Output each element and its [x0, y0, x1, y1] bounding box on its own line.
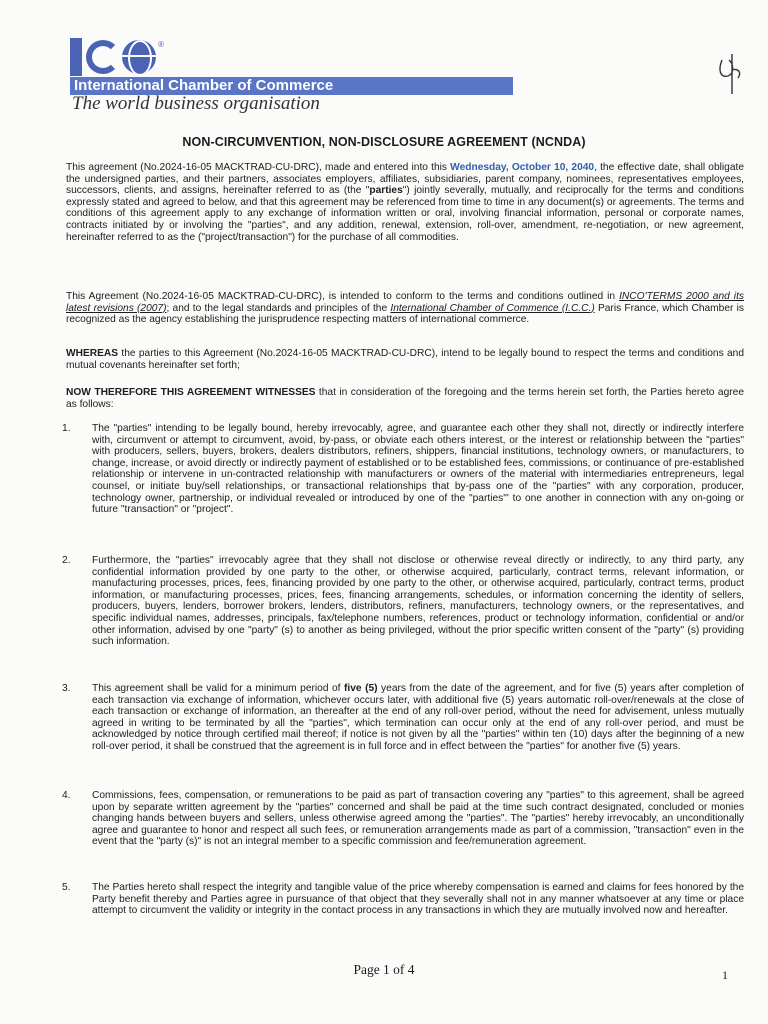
globe-icon — [122, 40, 156, 74]
parties-term: parties — [369, 185, 403, 197]
logo-letter-c-icon — [86, 40, 120, 74]
clause-5 — [62, 882, 744, 917]
clause-number: 1. — [62, 423, 71, 434]
chamber-name-banner: International Chamber of Commerce — [70, 77, 513, 95]
intro-paragraph — [66, 162, 744, 243]
page-title: NON-CIRCUMVENTION, NON-DISCLOSURE AGREEMENT (NCNDA) — [182, 135, 586, 149]
clause-text — [92, 683, 744, 753]
clause-text: The "parties" intending to be legally bound, hereby irrevocably, agree, and guarantee each other they shall not, directly or indirectly interfere with, circumvent or attempt to circumvent, avoid, by-pass, or obviate each others interest, or the interest or relationship between the "parties" with producers, sellers, buyers, brokers, dealers distributors, refiners, shippers, financial institutions, technology owners, or manufacturers, to change, increase, or avoid directly or indirectly payment of established or to be established fees, commissions, or continuance of pre-established relationship or intervene in un-contracted relationship with manufacturers or owners of the material with intermediaries entrepreneurs, legal counsel, or initiate buy/sell relationships, or transactional relationships that by-pass one of the "parties" with any corporation, producer, technology owner, partnership, or individual revealed or introduced by one of the "parties"' to one another in connection with any on-going or future "transaction" or "project". — [92, 423, 744, 516]
clause-number: 3. — [62, 683, 71, 694]
clause-text: The Parties hereto shall respect the integrity and tangible value of the price whereby compensation is earned and claims for fees honored by the Party benefit thereby and Parties agree in pursuance of that object that they severally shall not in any manner whatsoever at any time or place attempt to circumvent the validity or integrity in the contact process in any transactions in which they are mutually involved now and hereafter. — [92, 882, 744, 917]
conform-paragraph — [66, 291, 744, 326]
validity-period: five (5) — [344, 683, 378, 694]
conform-text-c: Paris France, which Chamber is recognized as the agency establishing the jurisprudence respecting matters of international commerce. — [66, 302, 744, 326]
clause-4 — [62, 790, 744, 848]
now-therefore-paragraph — [66, 387, 744, 410]
now-therefore-text: that in consideration of the foregoing and the terms herein set forth, the Parties hereto agree as follows: — [66, 387, 744, 410]
clause-text: Commissions, fees, compensation, or remunerations to be paid as part of transaction covering any "parties" to this agreement, shall be agreed upon by separate written agreement by the "parties" concerned and shall be paid at the time such contract designated, concluded or monies changing hands between buyers and sellers, unless otherwise agreed among the "parties". The "parties" hereby irrevocably, an unconditionally agree and guarantee to honor and respect all such fees, or remuneration arrangements made as part of a commission, "transaction" even in the event that the "party (s)" is not an integral member to a specific commission and fee/remuneration agreement. — [92, 790, 744, 848]
page-number: 1 — [722, 968, 728, 982]
icc-logo — [70, 38, 164, 76]
clause-3 — [62, 683, 744, 753]
clause-2 — [62, 555, 744, 648]
clause-3-text-a: This agreement shall be valid for a minimum period of — [92, 683, 345, 694]
conform-text-b: ; and to the legal standards and principles of the — [166, 302, 391, 314]
clause-number: 4. — [62, 790, 71, 801]
whereas-lead: WHEREAS — [66, 348, 119, 359]
icc-logo-mark — [70, 38, 156, 76]
tagline: The world business organisation — [72, 93, 320, 114]
clause-text: Furthermore, the "parties" irrevocably agree that they shall not disclose or otherwise reveal directly or indirectly, to any third party, any confidential information provided by one party to the other, or otherwise acquired, particularly, contract terms, relevant information, or manufacturing processes, prices, fees, financing provided by one party to the other, or otherwise acquired, particularly, contract terms, product information, or manufacturing processes, prices, fees, financing arrangements, schedules, or information concerning the identity of sellers, producers, buyers, lenders, borrower brokers, lenders, distributors, refiners, manufacturers, technology owners, or the representatives, and specific individual names, addresses, principals, fax/telephone numbers, references, product or technology information, confidential or and/or other information, advised by one "party" (s) to another as being privileged, without the prior specific written consent of the "party" (s) providing such information. — [92, 555, 744, 648]
logo-letter-i-icon — [70, 38, 82, 76]
intro-text-c: ") jointly severally, mutually, and reciprocally for the terms and conditions expressly stated and agreed to below, and that this agreement may be referenced from time to time in any document(s) or agreements. The terms and conditions of this agreement apply to any exchange of information written or oral, involving financial information, personal or corporate names, contracts initiated by or involving the "parties", and any addition, renewal, extension, roll-over, amendment, re-negotiation, or new agreement, hereinafter referred to as the ("project/transaction") for the purchase of all commodities. — [66, 185, 745, 243]
whereas-paragraph — [66, 348, 744, 371]
intro-text-a: This agreement (No.2024-16-05 MACKTRAD-CU-DRC), made and entered into this — [66, 162, 451, 173]
page-indicator: Page 1 of 4 — [353, 962, 415, 977]
clause-number: 5. — [62, 882, 71, 893]
incoterms-reference: INCO'TERMS 2000 and its latest revisions (2007) — [66, 291, 744, 314]
handwritten-initials-icon — [716, 50, 746, 96]
effective-date: Wednesday, October 10, 2040 — [450, 162, 595, 173]
clause-1 — [62, 423, 744, 516]
icc-reference: International Chamber of Commence (I.C.C.) — [390, 302, 595, 314]
registered-mark: ® — [158, 40, 164, 49]
clause-3-text-b: years from the date of the agreement, and for five (5) years after completion of each transaction via exchange of information, whichever occurs later, with additional five (5) years automatic roll-over/renewals at the close of each transaction or exchange of information, an thereafter at the end of any roll-over period, without the need for advisement, unless mutually agreed in writing to be terminated by all the "parties", which termination can occur only at the end of any roll-over period, and must be acknowledged by notice through certified mail thereof; if notice is not given by all the "parties" within ten (10) days after the beginning of a new roll-over period, it shall be construed that the agreement is in full force and in effect between the "parties" for another five (5) years. — [92, 683, 744, 752]
intro-text-b: , the effective date, shall obligate the undersigned parties, and their partners, associates employers, affiliates, subsidiaries, parent company, nominees, representatives employees, successors, clients, and assigns, hereinafter referred to as (the " — [66, 162, 744, 197]
conform-text-a: This Agreement (No.2024-16-05 MACKTRAD-CU-DRC), is intended to conform to the terms and conditions outlined in — [66, 291, 620, 302]
now-therefore-lead: NOW THEREFORE THIS AGREEMENT WITNESSES — [66, 387, 316, 398]
clause-number: 2. — [62, 555, 71, 566]
whereas-text: the parties to this Agreement (No.2024-16-05 MACKTRAD-CU-DRC), intend to be legally bound to respect the terms and conditions and mutual covenants hereinafter set forth; — [66, 348, 744, 371]
